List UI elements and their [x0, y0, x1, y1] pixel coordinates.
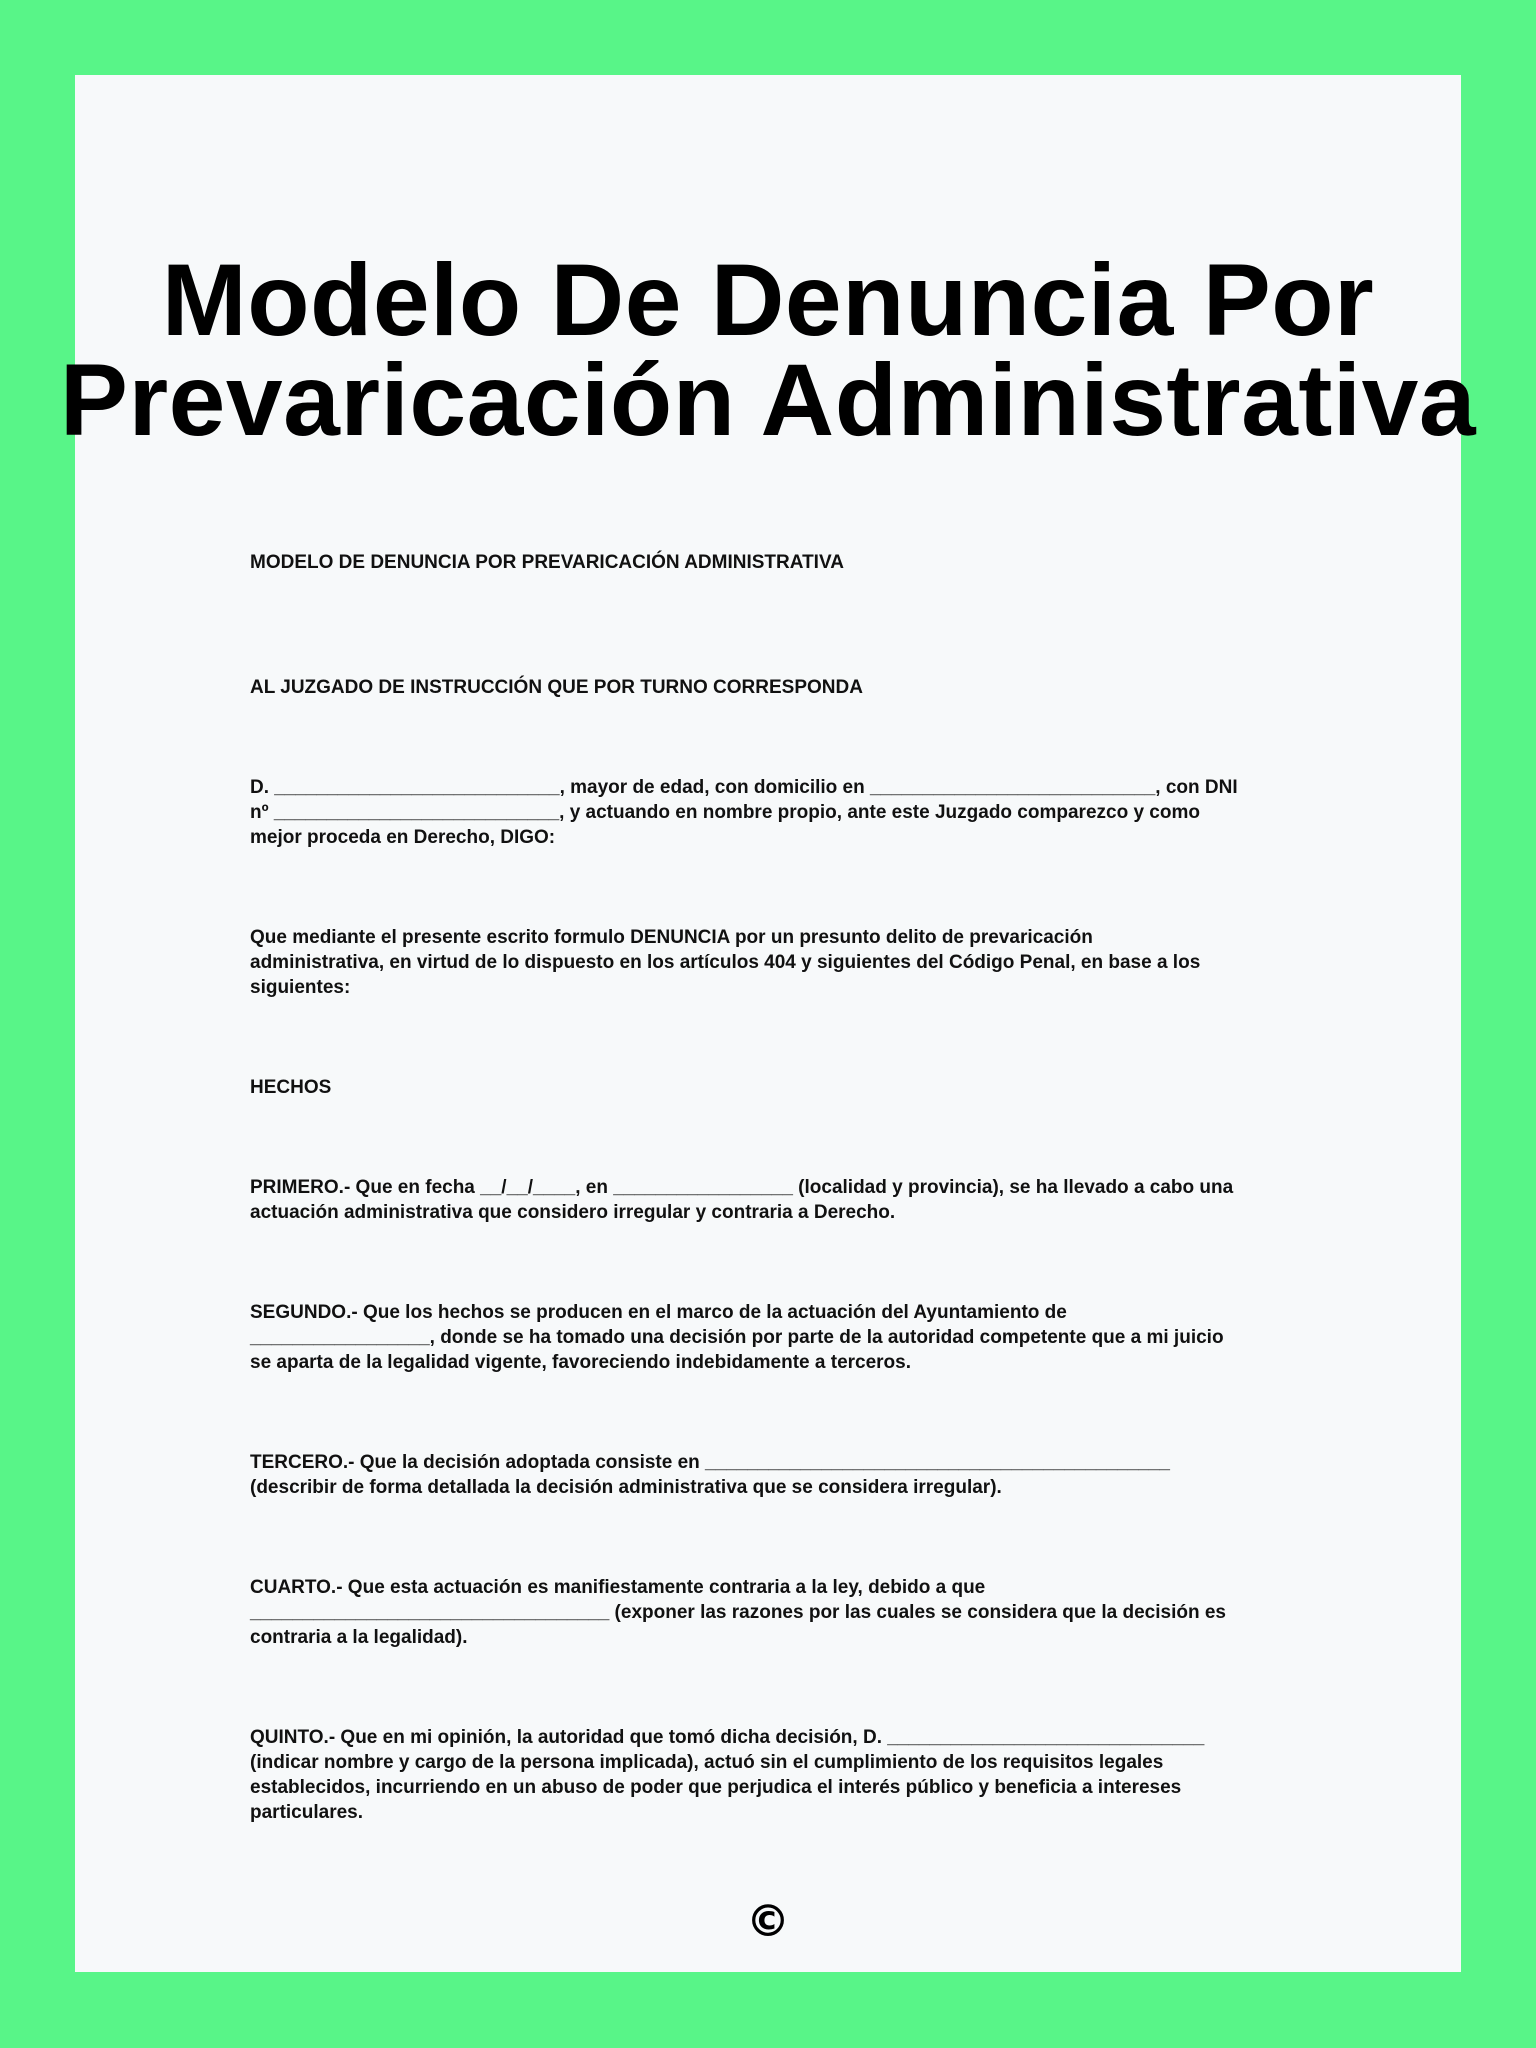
copyright-icon: © [746, 1896, 790, 1947]
statement-paragraph: Que mediante el presente escrito formulo DENUNCIA por un presunto delito de prevaricación administrativa, en virtud de lo dispuesto en los artículos 404 y siguientes del Código Penal, en base a los siguientes: [250, 927, 1201, 998]
fact-primero: PRIMERO.- Que en fecha __/__/____, en _________________ (localidad y provincia), se ha llevado a cabo una actuación administrativa que considero irregular y contraria a Derecho. [250, 1177, 1234, 1223]
page-title-line-1: Modelo De Denuncia Por [161, 243, 1375, 357]
document-addressee: AL JUZGADO DE INSTRUCCIÓN QUE POR TURNO CORRESPONDA [250, 677, 863, 698]
fact-quinto: QUINTO.- Que en mi opinión, la autoridad que tomó dicha decisión, D. ______________________________ (indicar nombre y cargo de la persona implicada), actuó sin el cumplimiento de los requisitos legales establecidos, incurriendo en un abuso de poder que perjudica el interés público y beneficia a intereses particulares. [250, 1727, 1205, 1823]
document-heading: MODELO DE DENUNCIA POR PREVARICACIÓN ADMINISTRATIVA [250, 552, 844, 573]
facts-heading: HECHOS [250, 1077, 332, 1098]
fact-cuarto: CUARTO.- Que esta actuación es manifiestamente contraria a la ley, debido a que __________________________________ (exponer las razones por las cuales se considera que la decisión es contraria a la legalidad). [250, 1577, 1226, 1648]
fact-segundo: SEGUNDO.- Que los hechos se producen en el marco de la actuación del Ayuntamiento de _________________, donde se ha tomado una decisión por parte de la autoridad competente que a mi juicio se aparta de la legalidad vigente, favoreciendo indebidamente a terceros. [250, 1302, 1224, 1373]
page-title-line-2: Prevaricación Administrativa [59, 343, 1477, 457]
intro-paragraph: D. ___________________________, mayor de edad, con domicilio en ___________________________, con DNI nº ___________________________, y actuando en nombre propio, ante este Juzgado comparezco y como mejor proceda en Derecho, DIGO: [250, 777, 1238, 848]
page-title [0, 243, 1536, 457]
fact-tercero: TERCERO.- Que la decisión adoptada consiste en ____________________________________________ (describir de forma detallada la decisión administrativa que se considera irregular). [250, 1452, 1170, 1498]
